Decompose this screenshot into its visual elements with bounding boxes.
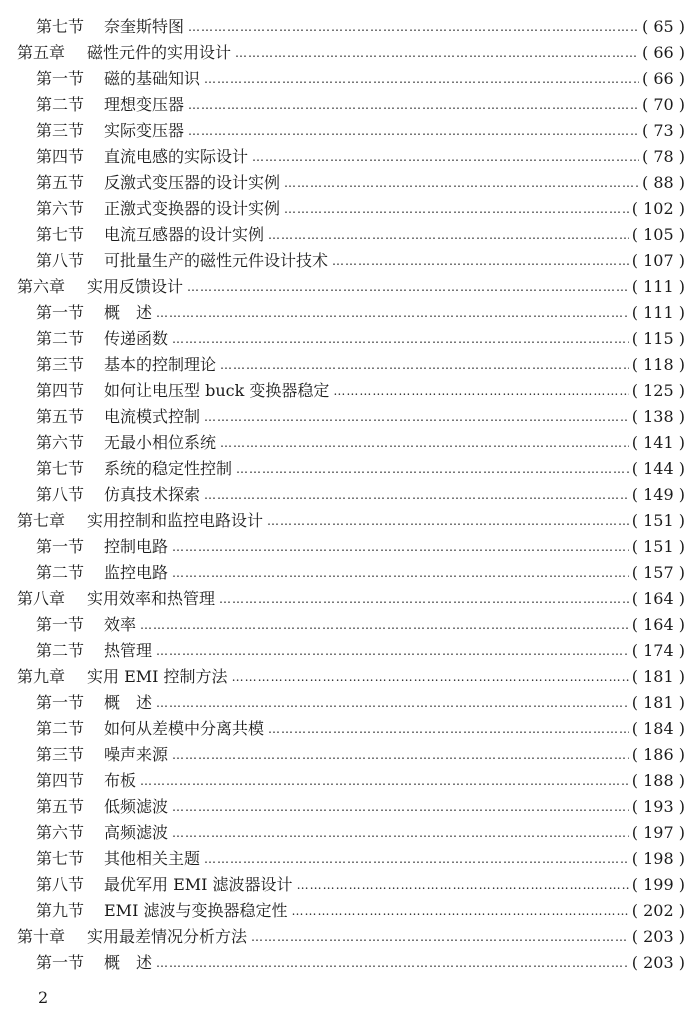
toc-section-entry [0,430,699,456]
toc-entry-page: ( 78 ) [641,147,685,166]
dot-leader [188,92,639,118]
toc-entry-number: 第一节 [36,69,85,88]
toc-entry-number: 第五节 [36,407,85,426]
toc-section-entry [0,456,699,482]
toc-section-entry [0,66,699,92]
toc-chapter-entry [0,924,699,950]
toc-entry-title: 其他相关主题 [104,849,201,868]
toc-entry-title: 如何让电压型 buck 变换器稳定 [104,381,330,400]
dot-leader [267,508,629,534]
toc-entry-page: ( 197 ) [631,823,685,842]
toc-entry-page: ( 157 ) [631,563,685,582]
toc-entry-title: 控制电路 [104,537,169,556]
toc-entry-number: 第一节 [36,953,85,972]
toc-entry-page: ( 138 ) [631,407,685,426]
dot-leader [291,898,628,924]
dot-leader [172,794,629,820]
toc-section-entry [0,404,699,430]
dot-leader [172,534,629,560]
toc-entry-number: 第六节 [36,823,85,842]
toc-section-entry [0,742,699,768]
toc-entry-title: 电流模式控制 [104,407,201,426]
toc-section-entry [0,378,699,404]
toc-section-entry [0,170,699,196]
toc-section-entry [0,898,699,924]
toc-entry-number: 第二节 [36,719,85,738]
toc-section-entry [0,14,699,40]
toc-section-entry [0,92,699,118]
toc-section-entry [0,118,699,144]
dot-leader [297,872,629,898]
toc-section-entry [0,326,699,352]
toc-entry-number: 第四节 [36,147,85,166]
dot-leader [236,456,629,482]
toc-entry-page: ( 202 ) [631,901,685,920]
toc-entry-number: 第四节 [36,381,85,400]
dot-leader [156,638,629,664]
toc-entry-page: ( 125 ) [631,381,685,400]
toc-section-entry [0,872,699,898]
toc-entry-title: EMI 滤波与变换器稳定性 [104,901,288,920]
toc-entry-number: 第三节 [36,745,85,764]
dot-leader [140,768,629,794]
table-of-contents [0,14,699,976]
toc-entry-page: ( 118 ) [631,355,685,374]
toc-entry-title: 概 述 [104,303,153,322]
toc-entry-number: 第五节 [36,797,85,816]
dot-leader [188,118,639,144]
toc-entry-number: 第七节 [36,225,85,244]
toc-section-entry [0,638,699,664]
dot-leader [172,820,629,846]
toc-section-entry [0,560,699,586]
dot-leader [204,846,629,872]
toc-entry-page: ( 181 ) [631,667,685,686]
dot-leader [204,66,639,92]
toc-entry-title: 实用控制和监控电路设计 [87,511,264,530]
toc-section-entry [0,482,699,508]
toc-section-entry [0,846,699,872]
dot-leader [156,950,629,976]
toc-entry-page: ( 151 ) [631,537,685,556]
dot-leader [172,326,629,352]
toc-entry-title: 高频滤波 [104,823,169,842]
toc-entry-number: 第八节 [36,875,85,894]
toc-entry-page: ( 151 ) [631,511,685,530]
toc-entry-title: 仿真技术探索 [104,485,201,504]
toc-entry-title: 实用效率和热管理 [87,589,216,608]
toc-entry-title: 无最小相位系统 [104,433,217,452]
toc-entry-title: 实用最差情况分析方法 [87,927,248,946]
dot-leader [284,170,639,196]
toc-entry-page: ( 188 ) [631,771,685,790]
toc-entry-page: ( 105 ) [631,225,685,244]
toc-section-entry [0,768,699,794]
toc-entry-title: 系统的稳定性控制 [104,459,233,478]
toc-entry-title: 热管理 [104,641,153,660]
toc-entry-page: ( 141 ) [631,433,685,452]
toc-section-entry [0,794,699,820]
toc-section-entry [0,352,699,378]
toc-entry-number: 第三节 [36,121,85,140]
toc-entry-title: 监控电路 [104,563,169,582]
toc-entry-number: 第五章 [17,43,66,62]
toc-entry-title: 效率 [104,615,137,634]
toc-section-entry [0,144,699,170]
dot-leader [284,196,629,222]
toc-entry-number: 第九章 [17,667,66,686]
toc-entry-title: 奈奎斯特图 [104,17,185,36]
toc-chapter-entry [0,664,699,690]
toc-entry-number: 第二节 [36,95,85,114]
toc-section-entry [0,716,699,742]
dot-leader [172,742,629,768]
toc-entry-number: 第六章 [17,277,66,296]
toc-chapter-entry [0,508,699,534]
toc-entry-page: ( 65 ) [641,17,685,36]
toc-entry-title: 概 述 [104,693,153,712]
toc-section-entry [0,612,699,638]
toc-entry-title: 如何从差模中分离共模 [104,719,265,738]
toc-entry-page: ( 174 ) [631,641,685,660]
toc-entry-number: 第二节 [36,563,85,582]
dot-leader [140,612,629,638]
toc-entry-page: ( 66 ) [641,69,685,88]
toc-entry-title: 正激式变换器的设计实例 [104,199,281,218]
toc-entry-title: 磁性元件的实用设计 [87,43,232,62]
toc-entry-title: 最优军用 EMI 滤波器设计 [104,875,293,894]
toc-entry-page: ( 102 ) [631,199,685,218]
toc-entry-title: 可批量生产的磁性元件设计技术 [104,251,329,270]
toc-section-entry [0,300,699,326]
dot-leader [251,924,629,950]
toc-section-entry [0,196,699,222]
toc-entry-page: ( 111 ) [631,277,685,296]
toc-entry-page: ( 144 ) [631,459,685,478]
dot-leader [156,690,629,716]
toc-entry-number: 第七节 [36,17,85,36]
toc-entry-title: 概 述 [104,953,153,972]
toc-entry-page: ( 149 ) [631,485,685,504]
dot-leader [232,664,629,690]
toc-entry-number: 第七节 [36,849,85,868]
toc-section-entry [0,534,699,560]
toc-entry-title: 布板 [104,771,137,790]
toc-entry-number: 第一节 [36,537,85,556]
toc-entry-title: 实用 EMI 控制方法 [87,667,228,686]
toc-entry-page: ( 193 ) [631,797,685,816]
toc-entry-page: ( 107 ) [631,251,685,270]
toc-entry-number: 第八章 [17,589,66,608]
toc-entry-number: 第六节 [36,433,85,452]
toc-section-entry [0,222,699,248]
toc-entry-number: 第七节 [36,459,85,478]
page-number: 2 [38,988,49,1007]
dot-leader [172,560,629,586]
dot-leader [220,352,629,378]
dot-leader [219,586,629,612]
toc-entry-title: 基本的控制理论 [104,355,217,374]
dot-leader [220,430,629,456]
toc-entry-number: 第二节 [36,641,85,660]
toc-entry-number: 第五节 [36,173,85,192]
toc-entry-title: 低频滤波 [104,797,169,816]
toc-entry-title: 传递函数 [104,329,169,348]
toc-entry-title: 实际变压器 [104,121,185,140]
toc-entry-page: ( 111 ) [631,303,685,322]
toc-entry-number: 第六节 [36,199,85,218]
toc-entry-page: ( 184 ) [631,719,685,738]
toc-entry-number: 第七章 [17,511,66,530]
dot-leader [268,716,629,742]
toc-entry-page: ( 186 ) [631,745,685,764]
toc-entry-title: 直流电感的实际设计 [104,147,249,166]
dot-leader [252,144,639,170]
dot-leader [204,404,629,430]
toc-chapter-entry [0,274,699,300]
toc-entry-page: ( 164 ) [631,589,685,608]
toc-entry-title: 实用反馈设计 [87,277,184,296]
dot-leader [204,482,629,508]
toc-section-entry [0,248,699,274]
toc-entry-title: 理想变压器 [104,95,185,114]
toc-entry-number: 第二节 [36,329,85,348]
dot-leader [235,40,639,66]
toc-entry-title: 噪声来源 [104,745,169,764]
toc-entry-page: ( 199 ) [631,875,685,894]
toc-entry-title: 磁的基础知识 [104,69,201,88]
dot-leader [333,378,628,404]
toc-chapter-entry [0,586,699,612]
toc-entry-number: 第一节 [36,303,85,322]
dot-leader [332,248,629,274]
toc-entry-number: 第九节 [36,901,85,920]
toc-entry-title: 反激式变压器的设计实例 [104,173,281,192]
toc-entry-page: ( 203 ) [631,953,685,972]
toc-section-entry [0,820,699,846]
toc-section-entry [0,690,699,716]
toc-entry-number: 第八节 [36,485,85,504]
toc-entry-title: 电流互感器的设计实例 [104,225,265,244]
toc-entry-page: ( 66 ) [641,43,685,62]
dot-leader [188,14,639,40]
toc-entry-number: 第一节 [36,693,85,712]
toc-entry-page: ( 203 ) [631,927,685,946]
dot-leader [268,222,629,248]
toc-entry-number: 第一节 [36,615,85,634]
toc-entry-number: 第十章 [17,927,66,946]
toc-entry-page: ( 73 ) [641,121,685,140]
toc-chapter-entry [0,40,699,66]
toc-entry-page: ( 115 ) [631,329,685,348]
dot-leader [187,274,629,300]
dot-leader [156,300,629,326]
toc-entry-number: 第三节 [36,355,85,374]
toc-section-entry [0,950,699,976]
toc-entry-number: 第八节 [36,251,85,270]
toc-entry-page: ( 88 ) [641,173,685,192]
toc-entry-number: 第四节 [36,771,85,790]
toc-entry-page: ( 181 ) [631,693,685,712]
toc-entry-page: ( 164 ) [631,615,685,634]
toc-entry-page: ( 70 ) [641,95,685,114]
toc-entry-page: ( 198 ) [631,849,685,868]
